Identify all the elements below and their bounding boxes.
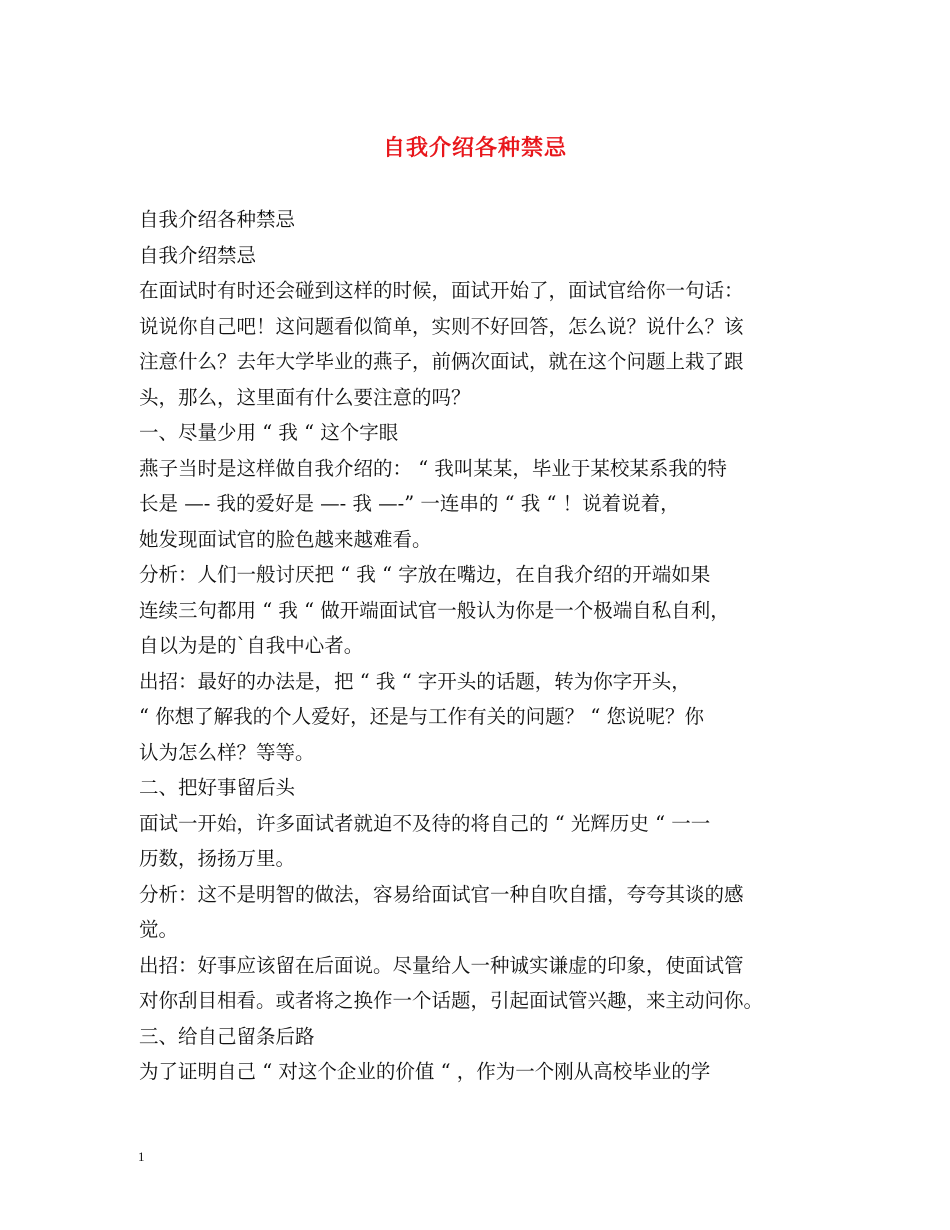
text-line: “ 你想了解我的个人爱好，还是与工作有关的问题？ “ 您说呢？你 bbox=[139, 705, 705, 728]
text-line: 分析：这不是明智的做法，容易给面试官一种自吹自擂，夸夸其谈的感 bbox=[139, 882, 744, 906]
text-line: 自我介绍禁忌 bbox=[139, 243, 257, 267]
section-heading: 一、尽量少用 “ 我 “ 这个字眼 bbox=[139, 421, 399, 444]
section-heading: 二、把好事留后头 bbox=[139, 776, 296, 799]
text-line: 燕子当时是这样做自我介绍的： “ 我叫某某，毕业于某校某系我的特 bbox=[139, 456, 727, 480]
text-line: 历数，扬扬万里。 bbox=[139, 847, 296, 870]
text-line: 觉。 bbox=[139, 918, 179, 941]
text-line: 长是 —- 我的爱好是 —- 我 —-” 一连串的 “ 我 “ ！说着说着， bbox=[139, 492, 680, 515]
text-line: 说说你自己吧！这问题看似简单，实则不好回答，怎么说？说什么？该 bbox=[139, 314, 744, 338]
text-line: 分析：人们一般讨厌把 “ 我 “ 字放在嘴边，在自我介绍的开端如果 bbox=[139, 563, 711, 586]
text-line: 出招：最好的办法是，把 “ 我 “ 字开头的话题，转为你字开头， bbox=[139, 669, 691, 693]
text-line: 认为怎么样？等等。 bbox=[139, 740, 315, 764]
page-number: 1 bbox=[138, 1149, 145, 1164]
text-line: 对你刮目相看。或者将之换作一个话题，引起面试管兴趣，来主动问你。 bbox=[139, 989, 764, 1012]
text-line: 注意什么？去年大学毕业的燕子，前俩次面试，就在这个问题上栽了跟 bbox=[139, 350, 744, 373]
page-title: 自我介绍各种禁忌 bbox=[382, 136, 567, 161]
text-line: 面试一开始，许多面试者就迫不及待的将自己的 “ 光辉历史 “ 一一 bbox=[139, 811, 711, 835]
text-line: 在面试时有时还会碰到这样的时候，面试开始了，面试官给你一句话： bbox=[139, 279, 744, 302]
text-line: 自以为是的`自我中心者。 bbox=[139, 634, 364, 657]
text-line: 出招：好事应该留在后面说。尽量给人一种诚实谦虚的印象，使面试管 bbox=[139, 953, 744, 977]
text-line: 头，那么，这里面有什么要注意的吗？ bbox=[139, 385, 471, 409]
text-line: 为了证明自己 “ 对这个企业的价值 “ ，作为一个刚从高校毕业的学 bbox=[139, 1060, 711, 1083]
body-text bbox=[139, 202, 819, 1090]
text-line: 连续三句都用 “ 我 “ 做开端面试官一般认为你是一个极端自私自利， bbox=[139, 598, 730, 622]
section-heading: 三、给自己留条后路 bbox=[139, 1024, 315, 1048]
text-line: 她发现面试官的脸色越来越难看。 bbox=[139, 527, 432, 551]
text-line: 自我介绍各种禁忌 bbox=[139, 208, 296, 231]
